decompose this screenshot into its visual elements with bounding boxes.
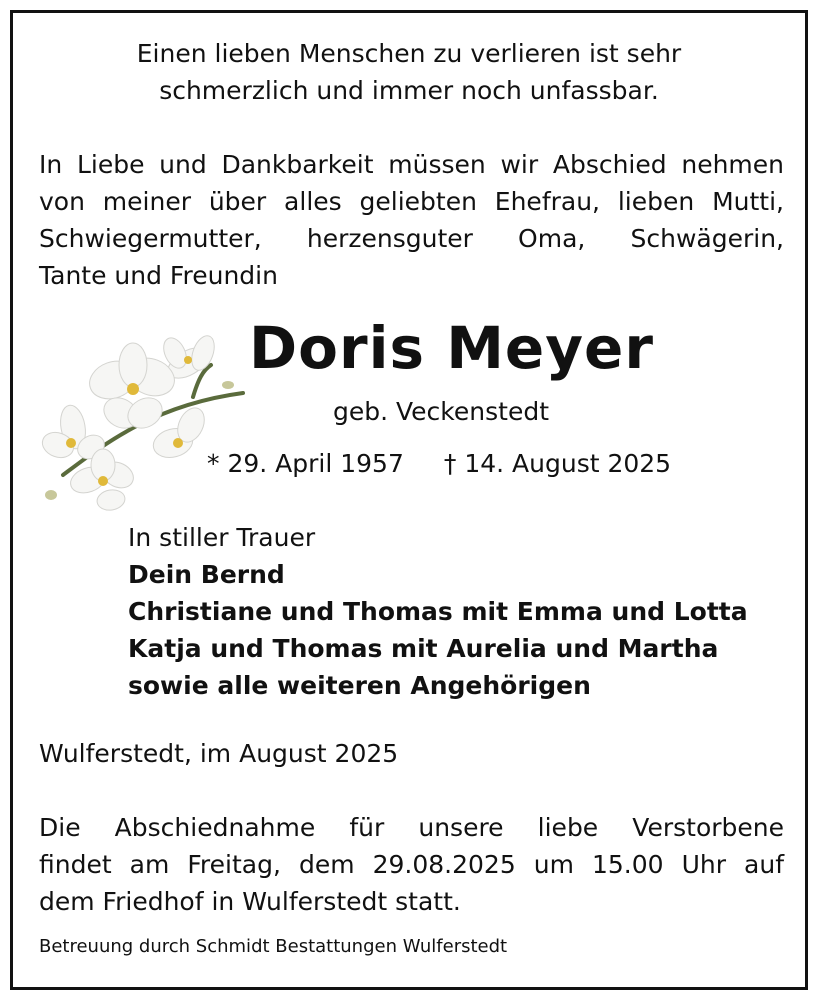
announcement-line: Schwiegermutter, herzensguter Oma, Schwägerin,: [39, 224, 784, 253]
announcement-text: [39, 146, 784, 294]
intro-line: Einen lieben Menschen zu verlieren ist sehr: [136, 39, 682, 68]
death-date: † 14. August 2025: [443, 449, 672, 478]
intro-verse: [13, 35, 805, 109]
obituary-notice: [10, 10, 808, 990]
ceremony-line: dem Friedhof in Wulferstedt statt.: [39, 887, 461, 916]
mourners-block: [128, 519, 748, 704]
intro-line: schmerzlich und immer noch unfassbar.: [159, 76, 659, 105]
mourner-line: sowie alle weiteren Angehörigen: [128, 671, 591, 700]
announcement-line: In Liebe und Dankbarkeit müssen wir Abschied nehmen: [39, 150, 784, 179]
ceremony-line: Die Abschiednahme für unsere liebe Verstorbene: [39, 813, 784, 842]
mourner-line: Katja und Thomas mit Aurelia und Martha: [128, 634, 719, 663]
ceremony-text: [39, 809, 784, 920]
announcement-line: von meiner über alles geliebten Ehefrau, lieben Mutti,: [39, 187, 784, 216]
place-date: Wulferstedt, im August 2025: [39, 739, 399, 768]
birth-date: * 29. April 1957: [207, 449, 404, 478]
life-dates: [207, 445, 671, 482]
ceremony-line: findet am Freitag, dem 29.08.2025 um 15.00 Uhr auf: [39, 850, 784, 879]
mourner-line: Christiane und Thomas mit Emma und Lotta: [128, 597, 748, 626]
funeral-home-credit: Betreuung durch Schmidt Bestattungen Wulferstedt: [39, 936, 508, 957]
mourner-line: Dein Bernd: [128, 560, 285, 589]
orchid-icon: [33, 325, 253, 515]
announcement-line: Tante und Freundin: [39, 261, 278, 290]
birth-name: geb. Veckenstedt: [333, 397, 549, 426]
deceased-name: Doris Meyer: [249, 314, 654, 382]
mourners-intro: In stiller Trauer: [128, 523, 316, 552]
